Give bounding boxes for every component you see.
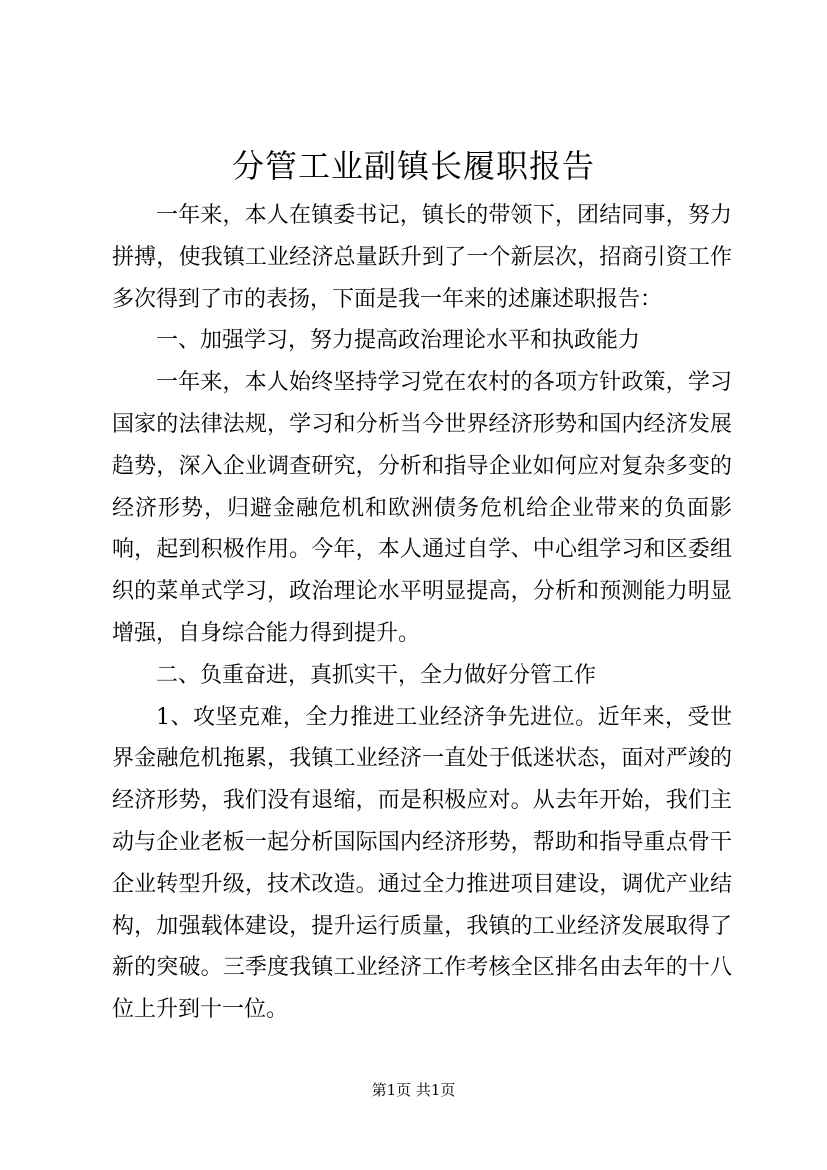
- document-body: [112, 195, 732, 1031]
- industry-paragraph: 1、攻坚克难，全力推进工业经济争先进位。近年来，受世界金融危机拖累，我镇工业经济一直处于低迷状态，面对严竣的经济形势，我们没有退缩，而是积极应对。从去年开始，我们主动与企业老板一起分析国际国内经济形势，帮助和指导重点骨干企业转型升级，技术改造。通过全力推进项目建设，调优产业结构，加强载体建设，提升运行质量，我镇的工业经济发展取得了新的突破。三季度我镇工业经济工作考核全区排名由去年的十八位上升到十一位。: [112, 704, 732, 1023]
- study-paragraph: 一年来，本人始终坚持学习党在农村的各项方针政策，学习国家的法律法规，学习和分析当今世界经济形势和国内经济发展趋势，深入企业调查研究，分析和指导企业如何应对复杂多变的经济形势，归避金融危机和欧洲债务危机给企业带来的负面影响，起到积极作用。今年，本人通过自学、中心组学习和区委组织的菜单式学习，政治理论水平明显提高，分析和预测能力明显增强，自身综合能力得到提升。: [112, 370, 732, 646]
- intro-paragraph: 一年来，本人在镇委书记，镇长的带领下，团结同事，努力拼搏，使我镇工业经济总量跃升到了一个新层次，招商引资工作多次得到了市的表扬，下面是我一年来的述廉述职报告：: [112, 203, 732, 312]
- section-heading-1: 一、加强学习，努力提高政治理论水平和执政能力: [156, 328, 641, 354]
- section-heading-2: 二、负重奋进，真抓实干，全力做好分管工作: [156, 662, 597, 688]
- document-title: 分管工业副镇长履职报告: [231, 147, 595, 185]
- page-number-footer: 第1页 共1页: [371, 1081, 456, 1099]
